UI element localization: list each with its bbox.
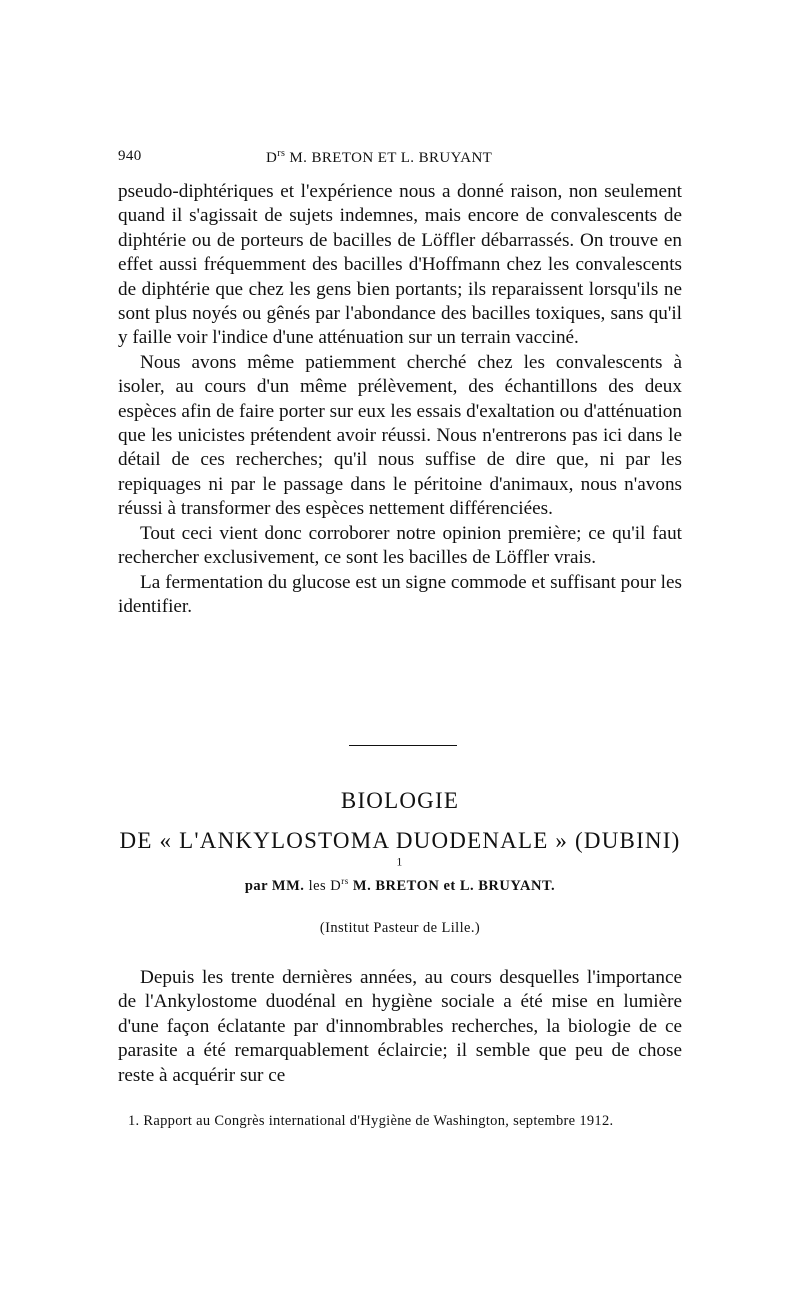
title-text: DE « L'ANKYLOSTOMA DUODENALE » (DUBINI) [119,828,681,853]
paragraph: La fermentation du glucose est un signe commode et suffisant pour les identifier. [118,571,682,617]
article-title-line2 [118,828,682,880]
running-head-authors [266,148,492,167]
institution: (Institut Pasteur de Lille.) [319,920,481,936]
byline [118,876,682,895]
authors-prefix: D [266,150,278,166]
intro-text [118,966,682,1088]
paragraph: Depuis les trente dernières années, au cours desquelles l'importance de l'Ankylostome duodénal en hygiène sociale a été mise en lumière d'une façon éclatante par d'innombrables recherches, la biologie de ce parasite a été remarquablement éclaircie; il semble que peu de chose reste à acquérir sur ce [118,967,682,1086]
byline-drs: D [330,877,342,894]
continuation-text [118,180,682,619]
authors-rest: M. BRETON ET L. BRUYANT [285,150,493,166]
paragraph: pseudo-diphtériques et l'expérience nous a donné raison, non seulement quand il s'agissait de sujets indemnes, mais encore de convalescents de diphtérie ou de porteurs de bacilles de Löffler débarrassés. On trouve en effet aussi fréquemment des bacilles d'Hoffmann chez les convalescents de diphtérie que chez les gens bien portants; ils reparaissent lorsqu'ils ne sont plus noyés ou gênés par l'abondance des bacilles toxiques, sans qu'il y faille voir l'indice d'une atténuation sur un terrain vacciné. [118,181,682,349]
paragraph: Nous avons même patiemment cherché chez les convalescents à isoler, au cours d'un même prélèvement, des échantillons des deux espèces afin de faire porter sur eux les essais d'exaltation ou d'atténuation que les unicistes prétendent avoir réussi. Nous n'entrerons pas ici dans le détail de ces recherches; qu'il nous suffise de dire que, ni par les repiquages ni par le passage dans le péritoine d'animaux, nous n'avons réussi à transformer des espèces nettement différenciées. [118,351,682,520]
section-divider [349,745,457,746]
footnote [118,1112,682,1131]
byline-par: par MM. [244,877,305,894]
authors-sup: rs [277,148,286,159]
article-title-line1: BIOLOGIE [340,788,460,813]
paragraph: Tout ceci vient donc corroborer notre opinion première; ce qu'il faut rechercher exclusivement, ce sont les bacilles de Löffler vrais. [118,522,682,569]
footnote-text: 1. Rapport au Congrès international d'Hygiène de Washington, septembre 1912. [128,1113,614,1129]
page-number: 940 [118,148,142,164]
byline-names: M. BRETON et L. BRUYANT. [348,877,556,894]
footnote-marker: 1 [396,854,404,869]
running-head [118,146,684,168]
byline-drs-sup: rs [341,876,349,886]
byline-les: les [304,877,331,894]
